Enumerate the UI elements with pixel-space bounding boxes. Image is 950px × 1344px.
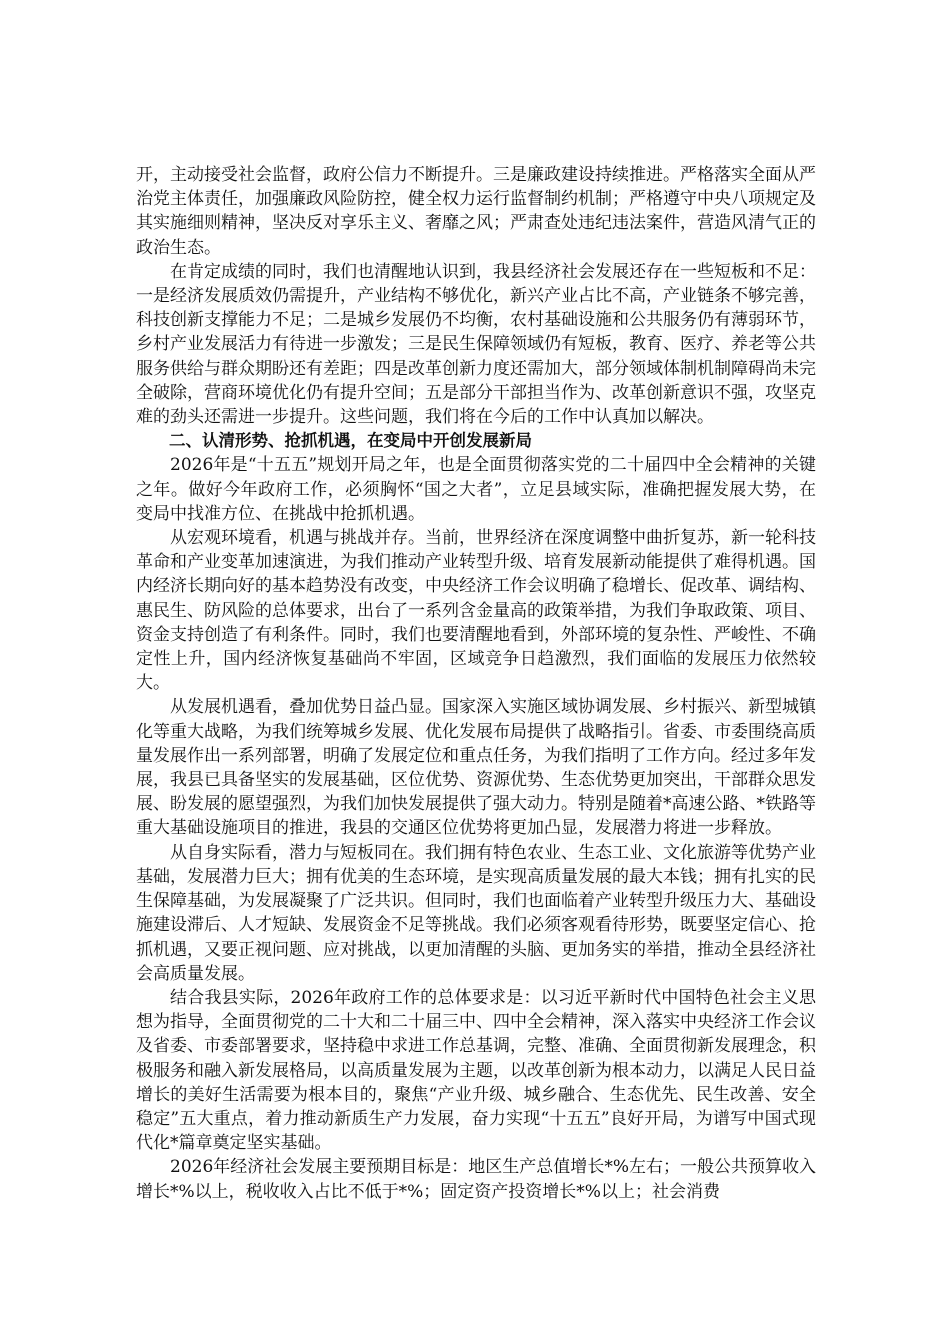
paragraph-expected-targets: 2026年经济社会发展主要预期目标是：地区生产总值增长*%左右；一般公共预算收入增长*%以上，税收收入占比不低于*%；固定资产投资增长*%以上；社会消费 bbox=[136, 1157, 816, 1202]
paragraph-own-situation: 从自身实际看，潜力与短板同在。我们拥有特色农业、生态工业、文化旅游等优势产业基础，发展潜力巨大；拥有优美的生态环境，是实现高质量发展的最大本钱；拥有扎实的民生保障基础，为发展凝聚了广泛共识。但同时，我们也面临着产业转型升级压力大、基础设施建设滞后、人才短缺、发展资金不足等挑战。我们必须客观看待形势，既要坚定信心、抢抓机遇，又要正视问题、应对挑战，以更加清醒的头脑、更加务实的举措，推动全县经济社会高质量发展。 bbox=[136, 842, 816, 984]
section-heading-situation: 二、认清形势、抢抓机遇，在变局中开创发展新局 bbox=[169, 431, 532, 451]
paragraph-macro-environment: 从宏观环境看，机遇与挑战并存。当前，世界经济在深度调整中曲折复苏，新一轮科技革命和产业变革加速演进，为我们推动产业转型升级、培育发展新动能提供了难得机遇。国内经济长期向好的基本趋势没有改变，中央经济工作会议明确了稳增长、促改革、调结构、惠民生、防风险的总体要求，出台了一系列含金量高的政策举措，为我们争取政策、项目、资金支持创造了有利条件。同时，我们也要清醒地看到，外部环境的复杂性、严峻性、不确定性上升，国内经济恢复基础尚不牢固，区域竞争日趋激烈，我们面临的发展压力依然较大。 bbox=[136, 528, 816, 694]
document-page bbox=[136, 163, 816, 1204]
paragraph-integrity: 开，主动接受社会监督，政府公信力不断提升。三是廉政建设持续推进。严格落实全面从严治党主体责任，加强廉政风险防控，健全权力运行监督制约机制；严格遵守中央八项规定及其实施细则精神，坚决反对享乐主义、奢靡之风；严肃查处违纪违法案件，营造风清气正的政治生态。 bbox=[136, 165, 816, 258]
paragraph-development-opportunities: 从发展机遇看，叠加优势日益凸显。国家深入实施区域协调发展、乡村振兴、新型城镇化等重大战略，为我们统筹城乡发展、优化发展布局提供了战略指引。省委、市委围绕高质量发展作出一系列部署，明确了发展定位和重点任务，为我们指明了工作方向。经过多年发展，我县已具备坚实的发展基础，区位优势、资源优势、生态优势更加突出，干部群众思发展、盼发展的愿望强烈，为我们加快发展提供了强大动力。特别是随着*高速公路、*铁路等重大基础设施项目的推进，我县的交通区位优势将更加凸显，发展潜力将进一步释放。 bbox=[136, 697, 816, 839]
paragraph-general-requirements: 结合我县实际，2026年政府工作的总体要求是：以习近平新时代中国特色社会主义思想为指导，全面贯彻党的二十大和二十届三中、四中全会精神，深入落实中央经济工作会议及省委、市委部署要求，坚持稳中求进工作总基调，完整、准确、全面贯彻新发展理念，积极服务和融入新发展格局，以高质量发展为主题，以改革创新为根本动力，以满足人民日益增长的美好生活需要为根本目的，聚焦“产业升级、城乡融合、生态优先、民生改善、安全稳定”五大重点，着力推动新质生产力发展，奋力实现“十五五”良好开局，为谱写中国式现代化*篇章奠定坚实基础。 bbox=[136, 987, 816, 1154]
paragraph-2026-overview: 2026年是“十五五”规划开局之年，也是全面贯彻落实党的二十届四中全会精神的关键之年。做好今年政府工作，必须胸怀“国之大者”，立足县域实际，准确把握发展大势，在变局中找准方位、在挑战中抢抓机遇。 bbox=[136, 455, 816, 524]
paragraph-shortcomings: 在肯定成绩的同时，我们也清醒地认识到，我县经济社会发展还存在一些短板和不足：一是经济发展质效仍需提升，产业结构不够优化，新兴产业占比不高，产业链条不够完善，科技创新支撑能力不足；二是城乡发展仍不均衡，农村基础设施和公共服务仍有薄弱环节，乡村产业发展活力有待进一步激发；三是民生保障领域仍有短板，教育、医疗、养老等公共服务供给与群众期盼还有差距；四是改革创新力度还需加大，部分领域体制机制障碍尚未完全破除，营商环境优化仍有提升空间；五是部分干部担当作为、改革创新意识不强，攻坚克难的劲头还需进一步提升。这些问题，我们将在今后的工作中认真加以解决。 bbox=[136, 261, 816, 428]
